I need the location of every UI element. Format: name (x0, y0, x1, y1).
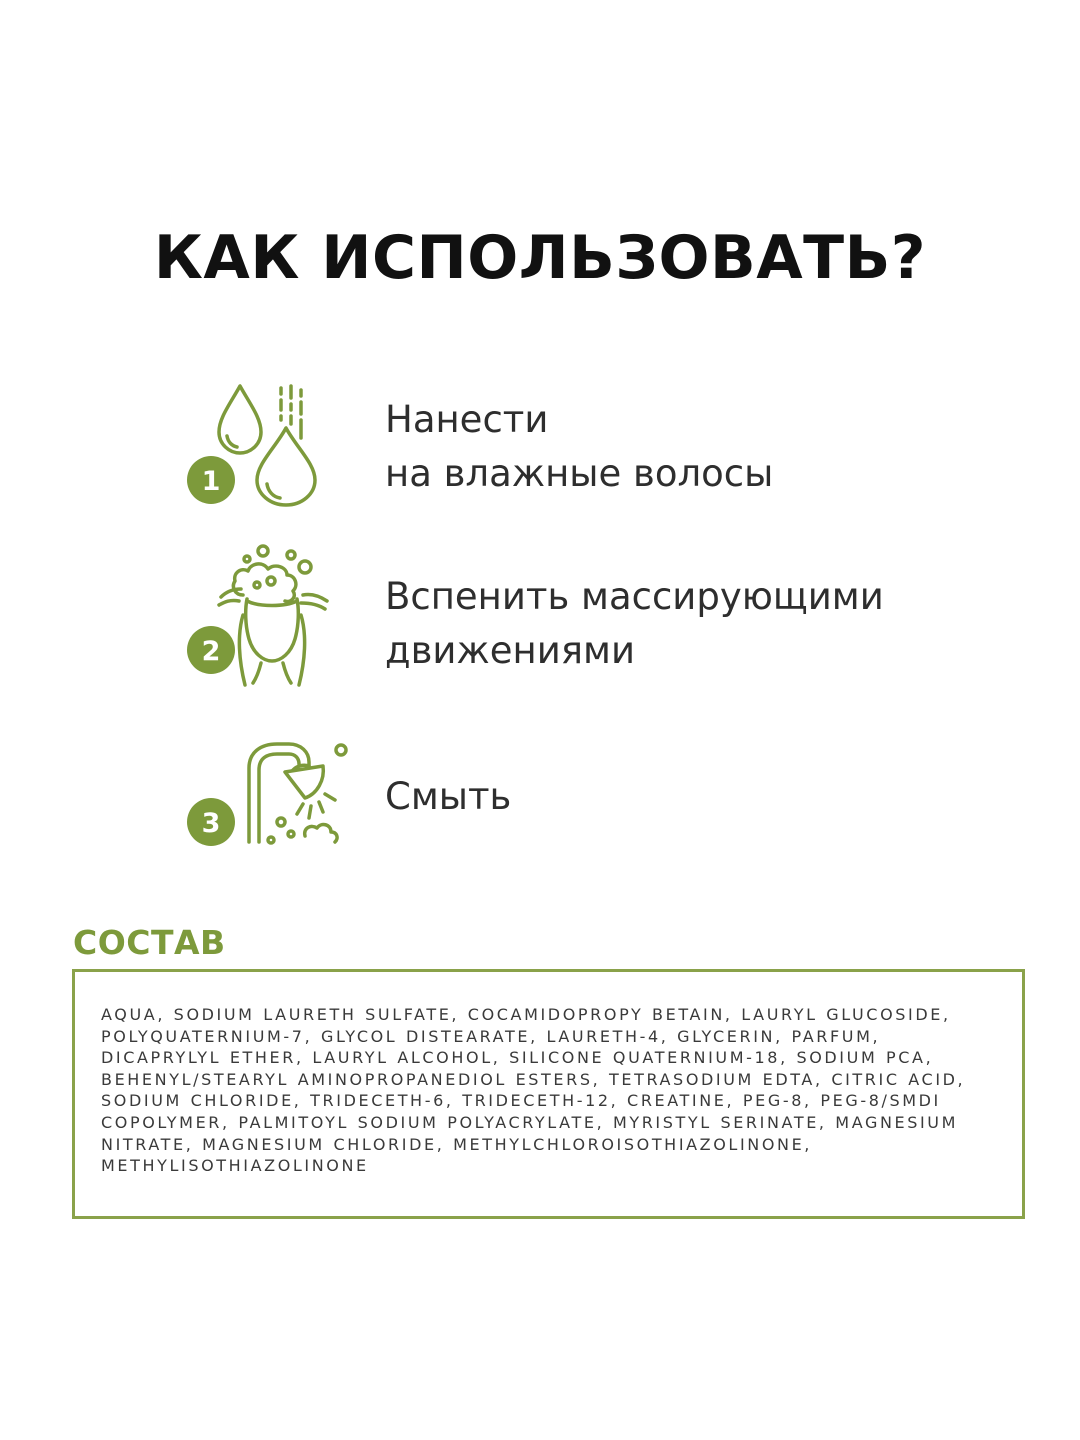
step-number: 3 (201, 808, 221, 839)
step-text (385, 393, 773, 501)
foam-head-icon (185, 545, 355, 690)
step-line: движениями (385, 629, 635, 672)
composition-text: AQUA, SODIUM LAURETH SULFATE, COCAMIDOPROPY BETAIN, LAURYL GLUCOSIDE, POLYQUATERNIUM-7, GLYCOL DISTEARATE, LAURETH-4, GLYCERIN, PARFUM, DICAPRYLYL ETHER, LAURYL ALCOHOL, SILICONE QUATERNIUM-18, SODIUM PCA, BEHENYL/STEARYL AMINOPROPANEDIOL ESTERS, TETRASODIUM EDTA, CITRIC ACID, SODIUM CHLORIDE, TRIDECETH-6, TRIDECETH-12, CREATINE, PEG-8, PEG-8/SMDI COPOLYMER, PALMITOYL SODIUM POLYACRYLATE, MYRISTYL SERINATE, MAGNESIUM NITRATE, MAGNESIUM CHLORIDE, METHYLCHLOROISOTHIAZOLINONE, METHYLISOTHIAZOLINONE (101, 1005, 966, 1176)
step-text (385, 770, 511, 824)
water-drops-icon (185, 380, 335, 510)
page-title: КАК ИСПОЛЬЗОВАТЬ? (153, 223, 927, 293)
shower-icon (185, 738, 355, 848)
step-number: 2 (201, 636, 221, 667)
step-line: на влажные волосы (385, 452, 774, 495)
step-line: Смыть (385, 775, 512, 818)
step-line: Вспенить массирующими (385, 575, 884, 618)
composition-heading: СОСТАВ (73, 923, 226, 962)
step-number: 1 (201, 466, 221, 497)
step-line: Нанести (385, 398, 549, 441)
step-text (385, 570, 884, 678)
composition-box (72, 969, 1025, 1219)
